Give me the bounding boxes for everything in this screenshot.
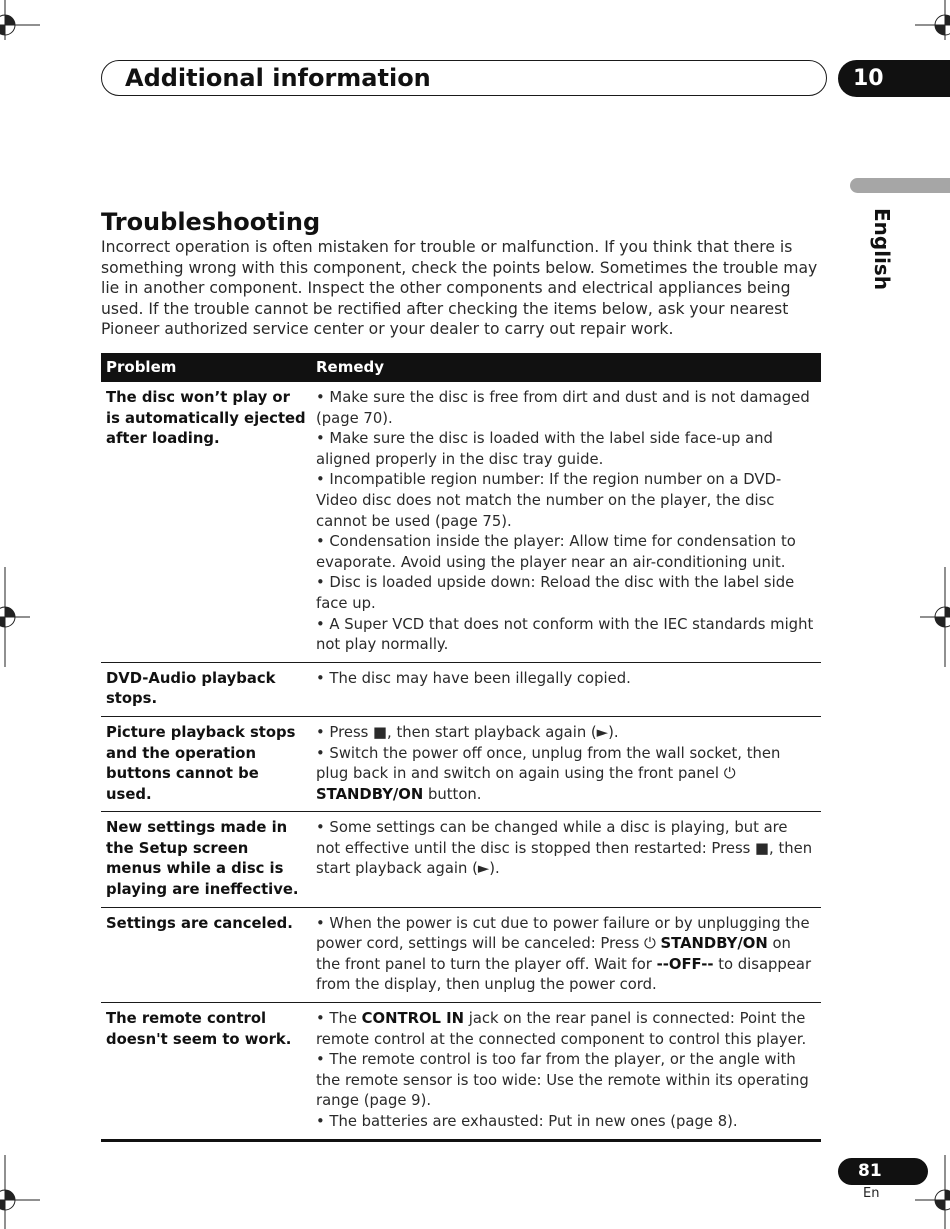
- remedy-text: jack on the rear panel is connected: Point the remote control at the connected component to control this player.: [316, 1010, 807, 1048]
- language-tab-bar: [850, 178, 950, 193]
- remedy-item: • Incompatible region number: If the region number on a DVD-Video disc does not match the number on the player, the disc cannot be used (page 75).: [316, 471, 782, 530]
- remedy-cell: [311, 662, 821, 716]
- problem-cell: The disc won’t play or is automatically ejected after loading.: [101, 382, 311, 662]
- problem-cell: The remote control doesn't seem to work.: [101, 1003, 311, 1141]
- page-language-code: En: [863, 1186, 880, 1201]
- problem-cell: Picture playback stops and the operation buttons cannot be used.: [101, 716, 311, 811]
- remedy-item: • The remote control is too far from the player, or the angle with the remote sensor is too wide: Use the remote within its operating range (page 9).: [316, 1051, 809, 1110]
- table-row: [101, 1003, 821, 1141]
- control-in-label: CONTROL IN: [361, 1010, 465, 1028]
- table-row: [101, 662, 821, 716]
- page-number-badge: 81: [838, 1158, 928, 1185]
- table-row: [101, 716, 821, 811]
- remedy-item: • Condensation inside the player: Allow time for condensation to evaporate. Avoid using the player near an air-conditioning unit.: [316, 533, 796, 571]
- chapter-title: Additional information: [125, 64, 431, 92]
- header-remedy: Remedy: [311, 353, 821, 382]
- problem-cell: DVD-Audio playback stops.: [101, 662, 311, 716]
- crop-mark-bottom-left: [0, 1155, 40, 1229]
- remedy-cell: [311, 907, 821, 1002]
- language-label: English: [870, 208, 894, 291]
- crop-mark-mid-left: [0, 567, 40, 667]
- standby-on-label: STANDBY/ON: [660, 935, 768, 953]
- off-indicator-label: --OFF--: [656, 955, 714, 973]
- remedy-item: [316, 744, 816, 806]
- table-header-row: [101, 353, 821, 382]
- remedy-text: to disappear from the display, then unplug the power cord.: [316, 955, 812, 994]
- remedy-item: • Make sure the disc is free from dirt and dust and is not damaged (page 70).: [316, 389, 810, 427]
- crop-mark-top-left: [0, 0, 40, 40]
- standby-on-label: STANDBY/ON: [316, 785, 424, 803]
- remedy-item: • Make sure the disc is loaded with the label side face-up and aligned properly in the disc tray guide.: [316, 430, 773, 468]
- remedy-cell: [311, 716, 821, 811]
- remedy-text: button.: [423, 785, 482, 803]
- table-row: [101, 907, 821, 1002]
- remedy-item: • A Super VCD that does not conform with the IEC standards might not play normally.: [316, 615, 814, 654]
- remedy-cell: [311, 812, 821, 907]
- problem-cell: Settings are canceled.: [101, 907, 311, 1002]
- section-title: Troubleshooting: [101, 208, 321, 236]
- remedy-item: • The batteries are exhausted: Put in new ones (page 8).: [316, 1113, 738, 1130]
- crop-mark-top-right: [915, 0, 950, 40]
- remedy-item: • Press ■, then start playback again (►).: [316, 723, 619, 741]
- header-problem: Problem: [101, 353, 311, 382]
- problem-cell: New settings made in the Setup screen menus while a disc is playing are ineffective.: [101, 812, 311, 907]
- intro-paragraph: Incorrect operation is often mistaken for trouble or malfunction. If you think that there is something wrong with this component, check the points below. Sometimes the trouble may lie in another component. Inspect the other components and electrical appliances being used. If the trouble cannot be rectified after checking the items below, ask your nearest Pioneer authorized service center or your dealer to carry out repair work.: [101, 238, 818, 339]
- troubleshooting-table: [101, 353, 821, 1142]
- chapter-number-tab: 10: [838, 60, 950, 97]
- remedy-item: [316, 914, 816, 996]
- remedy-item: • Some settings can be changed while a disc is playing, but are not effective until the disc is stopped then restarted: Press ■, then start playback again (►).: [316, 819, 813, 878]
- remedy-item: • The disc may have been illegally copied.: [316, 669, 631, 687]
- remedy-text: • Switch the power off once, unplug from the wall socket, then plug back in and switch on again using the front panel ⏻: [316, 744, 781, 783]
- crop-mark-mid-right: [915, 567, 950, 667]
- remedy-text: • The: [316, 1010, 362, 1028]
- remedy-item: • Disc is loaded upside down: Reload the disc with the label side face up.: [316, 574, 795, 612]
- remedy-cell: [311, 382, 821, 662]
- table-row: [101, 812, 821, 907]
- remedy-text: on the front panel to turn the player off. Wait for: [316, 935, 791, 973]
- remedy-item: [316, 1009, 816, 1050]
- remedy-cell: [311, 1003, 821, 1141]
- table-row: [101, 382, 821, 662]
- remedy-text: • When the power is cut due to power failure or by unplugging the power cord, settings will be canceled: Press ⏻: [316, 914, 810, 953]
